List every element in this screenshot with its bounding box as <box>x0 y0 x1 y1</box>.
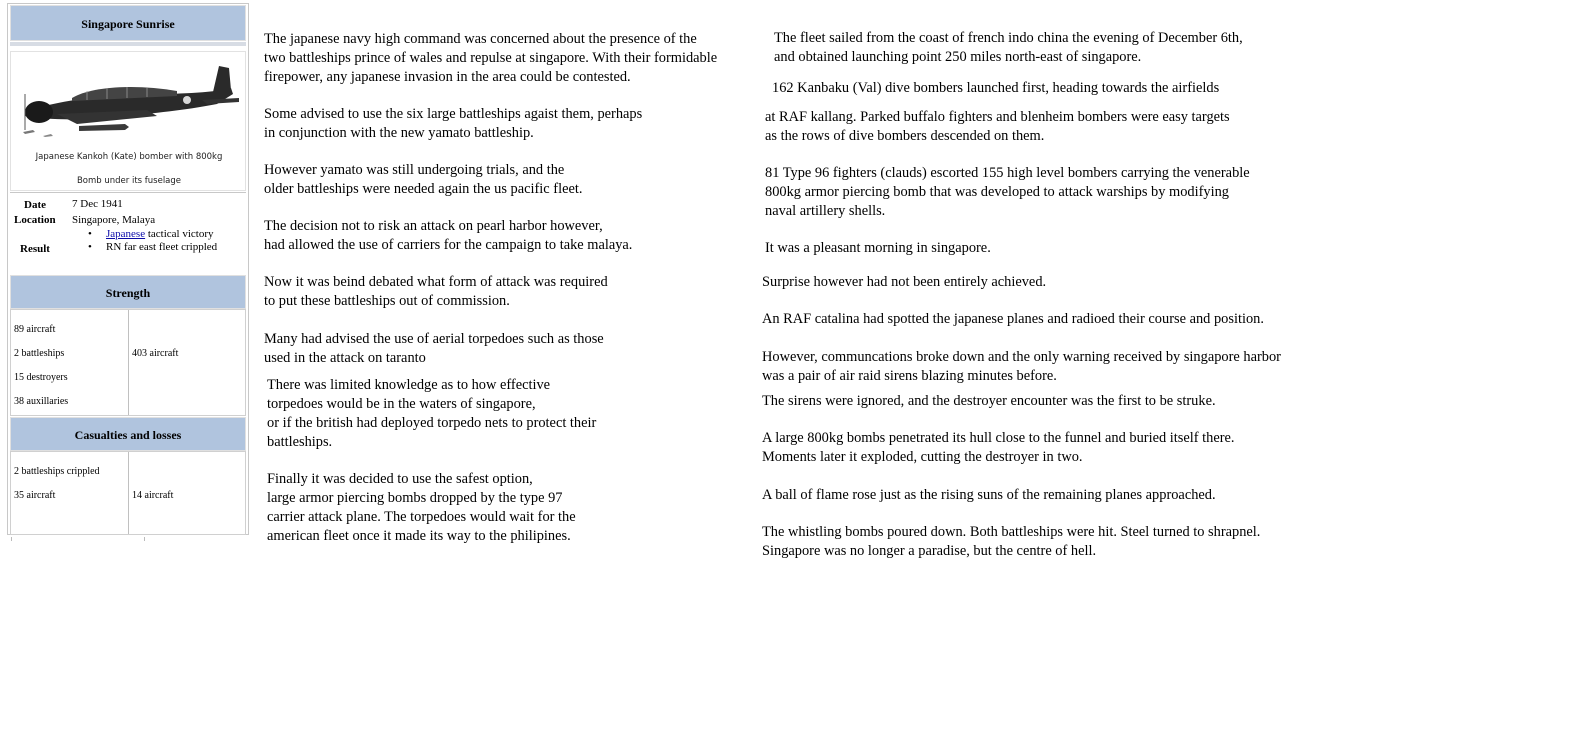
casualties-column-divider <box>128 452 129 534</box>
col1-paragraph-4: The decision not to risk an attack on pearl harbor however, had allowed the use of carriers for the campaign to take malaya. <box>264 218 633 253</box>
result-item-1-text: tactical victory <box>145 228 214 240</box>
strength-left-2: 2 battleships <box>14 348 65 359</box>
strength-table <box>10 309 246 416</box>
battle-infobox <box>7 3 249 535</box>
col2-paragraph-2: 162 Kanbaku (Val) dive bombers launched first, heading towards the airfields <box>772 80 1220 96</box>
col2-paragraph-1: The fleet sailed from the coast of french indo china the evening of December 6th, and obtained launching point 250 miles north-east of singapore. <box>774 30 1243 65</box>
strength-header: Strength <box>10 275 246 309</box>
location-label: Location <box>14 214 56 226</box>
col1-paragraph-5: Now it was beind debated what form of attack was required to put these battleships out of commission. <box>264 274 608 309</box>
image-caption-line-2: Bomb under its fuselage <box>76 176 182 186</box>
casualties-table <box>10 451 246 535</box>
col2-paragraph-5: It was a pleasant morning in singapore. <box>765 240 991 256</box>
strength-left-1: 89 aircraft <box>14 324 56 335</box>
info-divider <box>10 192 246 193</box>
japanese-link[interactable]: Japanese <box>106 228 146 240</box>
col2-paragraph-11: A ball of flame rose just as the rising suns of the remaining planes approached. <box>762 487 1216 503</box>
col2-paragraph-4: 81 Type 96 fighters (clauds) escorted 155 high level bombers carrying the venerable 800kg armor piercing bomb that was developed to attack warships by modifying naval artillery shells. <box>765 165 1250 219</box>
col2-paragraph-8: However, communcations broke down and the only warning received by singapore harbor was a pair of air raid sirens blazing minutes before. <box>762 349 1281 384</box>
col1-paragraph-8: Finally it was decided to use the safest option, large armor piercing bombs dropped by the type 97 carrier attack plane. The torpedoes would wait for the american fleet once it made its way to the philipines. <box>267 471 576 544</box>
date-label: Date <box>24 199 46 211</box>
infobox-title: Singapore Sunrise <box>10 5 246 41</box>
col2-paragraph-6: Surprise however had not been entirely achieved. <box>762 274 1047 290</box>
strength-right: 403 aircraft <box>132 348 179 359</box>
col2-paragraph-12: The whistling bombs poured down. Both battleships were hit. Steel turned to shrapnel. Singapore was no longer a paradise, but the centre of hell. <box>762 524 1261 559</box>
col1-paragraph-6: Many had advised the use of aerial torpedoes such as those used in the attack on taranto <box>264 331 604 366</box>
col2-paragraph-9: The sirens were ignored, and the destroyer encounter was the first to be struke. <box>762 393 1216 409</box>
title-divider <box>10 42 246 46</box>
casualties-header: Casualties and losses <box>10 417 246 451</box>
col1-paragraph-2: Some advised to use the six large battleships agaist them, perhaps in conjunction with the new yamato battleship. <box>264 106 643 141</box>
date-value: 7 Dec 1941 <box>72 198 123 210</box>
image-caption-line-1: Japanese Kankoh (Kate) bomber with 800kg <box>35 152 223 162</box>
strength-left-4: 38 auxillaries <box>14 396 69 407</box>
result-list <box>71 228 217 254</box>
casualties-left-1: 2 battleships crippled <box>14 466 100 477</box>
casualties-right: 14 aircraft <box>132 490 174 501</box>
col1-paragraph-1: The japanese navy high command was concerned about the presence of the two battleships prince of wales and repulse at singapore. With their formidable firepower, any japanese invasion in the area could be contested. <box>264 31 718 85</box>
col2-paragraph-7: An RAF catalina had spotted the japanese planes and radioed their course and position. <box>762 311 1264 327</box>
col2-paragraph-10: A large 800kg bombs penetrated its hull close to the funnel and buried itself there. Moments later it exploded, cutting the destroyer in two. <box>762 430 1235 465</box>
col2-paragraph-3: at RAF kallang. Parked buffalo fighters and blenheim bombers were easy targets as the rows of dive bombers descended on them. <box>765 109 1230 144</box>
strength-column-divider <box>128 310 129 415</box>
location-value: Singapore, Malaya <box>72 214 156 226</box>
casualties-left-2: 35 aircraft <box>14 490 56 501</box>
aircraft-image-box <box>10 51 246 191</box>
col1-paragraph-7: There was limited knowledge as to how effective torpedoes would be in the waters of singapore, or if the british had deployed torpedo nets to protect their battleships. <box>267 377 597 450</box>
bomber-aircraft-image <box>17 64 243 142</box>
infobox-footer-ticks <box>7 537 249 538</box>
col1-paragraph-3: However yamato was still undergoing trials, and the older battleships were needed again the us pacific fleet. <box>264 162 583 197</box>
result-item-1 <box>71 228 217 241</box>
result-item-2: • RN far east fleet crippled <box>71 241 217 254</box>
result-label: Result <box>20 243 50 255</box>
strength-left-3: 15 destroyers <box>14 372 68 383</box>
